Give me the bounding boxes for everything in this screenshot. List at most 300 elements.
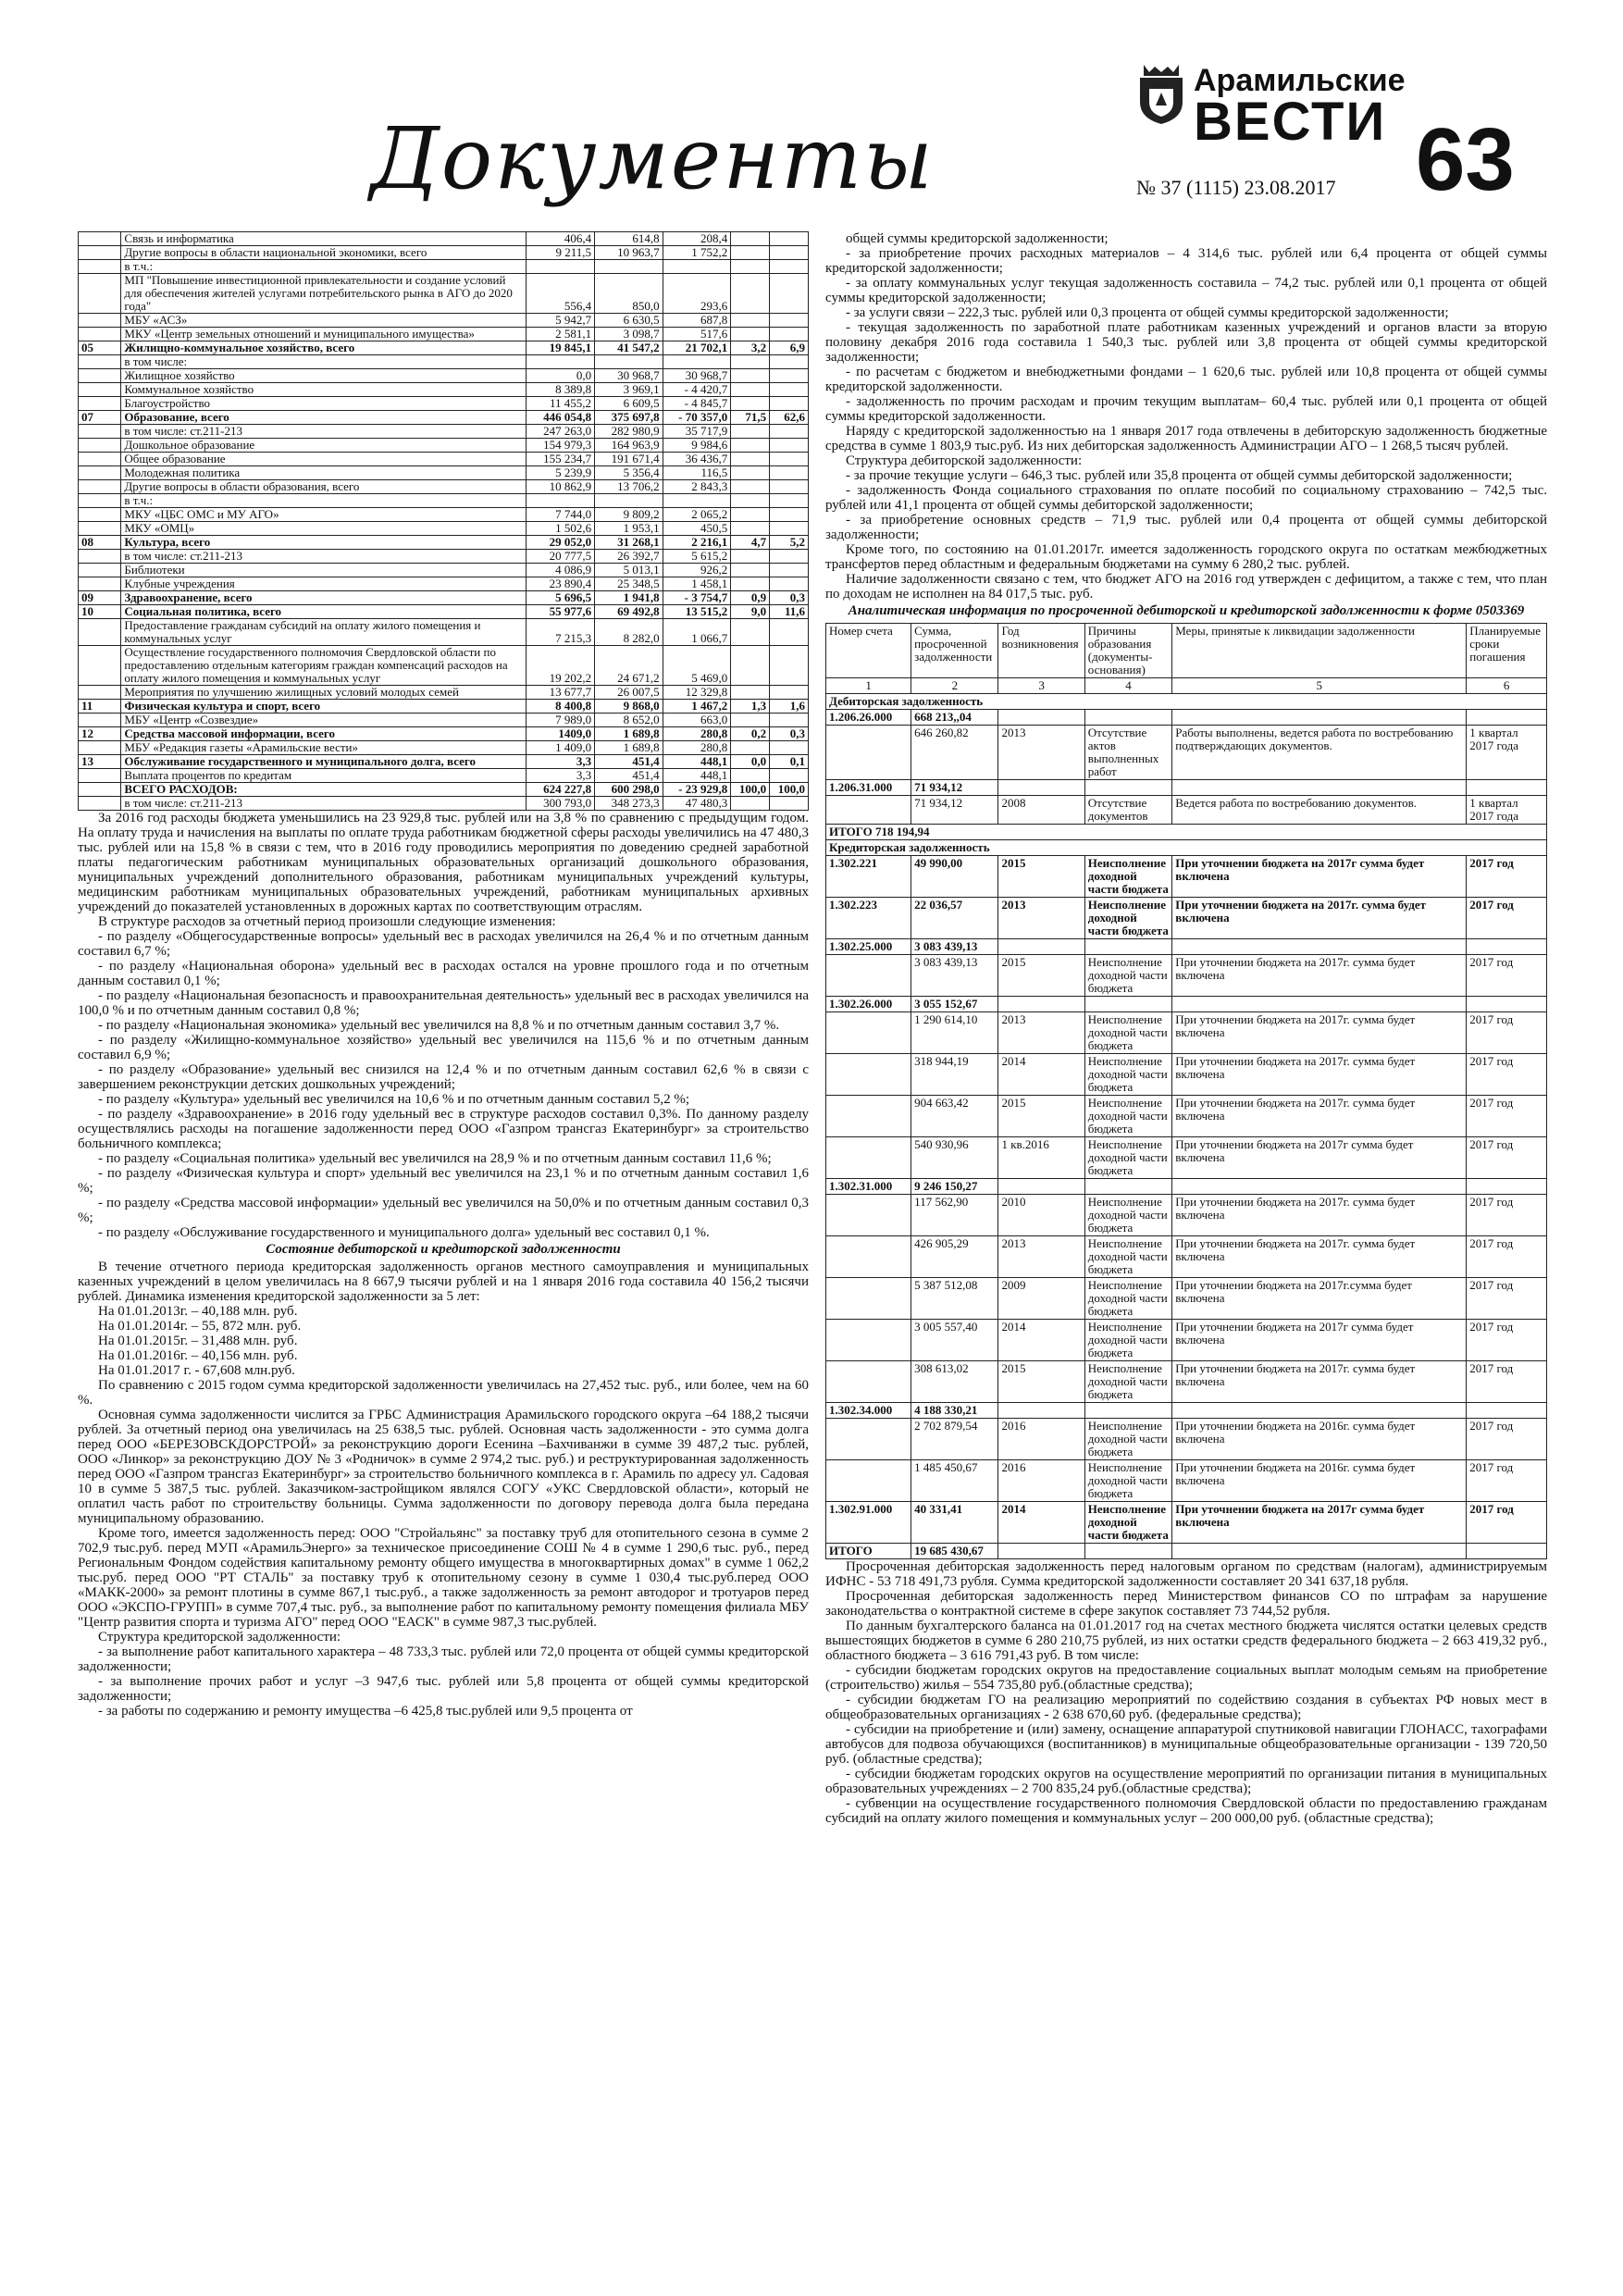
debt-year: 2013 <box>998 898 1084 939</box>
budget-share-2016 <box>770 369 809 383</box>
debt-measures <box>1172 710 1467 726</box>
budget-change <box>663 355 731 369</box>
debt-row <box>826 1320 1547 1361</box>
page-number: 63 <box>1416 110 1515 209</box>
debt-overdue-amount: 3 005 557,40 <box>911 1320 998 1361</box>
debt-row <box>826 726 1547 780</box>
budget-value-2016: 25 348,5 <box>595 577 663 591</box>
budget-share-2016 <box>770 741 809 755</box>
debt-dynamics-list <box>78 1304 809 1378</box>
debt-account-number <box>826 1012 911 1054</box>
right-column <box>825 231 1547 2267</box>
debt-year: 2015 <box>998 856 1084 898</box>
budget-share-2015 <box>731 686 770 700</box>
budget-change: 1 458,1 <box>663 577 731 591</box>
budget-row <box>79 453 809 466</box>
debt-overdue-amount: 904 663,42 <box>911 1096 998 1137</box>
debt-repayment-term: 1 квартал 2017 года <box>1467 726 1547 780</box>
budget-code <box>79 232 121 246</box>
paragraph: - задолженность по прочим расходам и прочим текущим выплатам– 60,4 тыс. рублей или 0,1 процента от общей суммы кредиторской задолженности. <box>825 394 1547 424</box>
budget-change: 21 702,1 <box>663 341 731 355</box>
debt-row <box>826 1502 1547 1544</box>
debt-row <box>826 694 1547 710</box>
budget-row <box>79 536 809 550</box>
budget-change: 293,6 <box>663 274 731 314</box>
paragraph: - по разделу «Жилищно-коммунальное хозяйство» удельный вес увеличился на 115,6 % и по отчетным данным составил 6,9 %; <box>78 1033 809 1062</box>
paragraph: - по разделу «Национальная безопасность и правоохранительная деятельность» удельный вес в расходах увеличился на 100,0 % и по отчетным данным составил 0,8 %; <box>78 988 809 1018</box>
budget-row <box>79 246 809 260</box>
debt-overdue-amount: 4 188 330,21 <box>911 1403 998 1419</box>
paragraph: - по разделу «Социальная политика» удельный вес увеличился на 28,9 % и по отчетным данным составил 11,6 %; <box>98 1151 772 1166</box>
budget-name: Дошкольное образование <box>121 439 527 453</box>
debt-repayment-term: 2017 год <box>1467 1502 1547 1544</box>
budget-row <box>79 232 809 246</box>
debt-repayment-term <box>1467 1179 1547 1195</box>
debt-row <box>826 1544 1547 1559</box>
budget-row <box>79 274 809 314</box>
budget-name: Мероприятия по улучшению жилищных условий молодых семей <box>121 686 527 700</box>
budget-value-2015: 155 234,7 <box>527 453 595 466</box>
budget-share-2015: 0,0 <box>731 755 770 769</box>
debt-header-cell: Сумма, просроченной задолженности <box>911 624 998 678</box>
budget-value-2016 <box>595 355 663 369</box>
debt-year <box>998 780 1084 796</box>
budget-row <box>79 577 809 591</box>
debt-overdue-amount: 71 934,12 <box>911 780 998 796</box>
debt-account-number: 1.206.26.000 <box>826 710 911 726</box>
debt-measures <box>1172 1544 1467 1559</box>
budget-share-2015 <box>731 425 770 439</box>
budget-share-2015 <box>731 274 770 314</box>
budget-code <box>79 550 121 564</box>
budget-name: в том числе: <box>121 355 527 369</box>
budget-name: Библиотеки <box>121 564 527 577</box>
debt-row <box>826 898 1547 939</box>
debt-table <box>825 623 1547 1559</box>
debt-account-number <box>826 1278 911 1320</box>
budget-change: 1 752,2 <box>663 246 731 260</box>
debt-measures: При уточнении бюджета на 2017г. сумма будет включена <box>1172 1054 1467 1096</box>
budget-share-2015 <box>731 769 770 783</box>
debt-reason: Неисполнение доходной части бюджета <box>1084 1361 1172 1403</box>
budget-change: 12 329,8 <box>663 686 731 700</box>
budget-code <box>79 328 121 341</box>
budget-value-2016: 191 671,4 <box>595 453 663 466</box>
debt-year <box>998 997 1084 1012</box>
budget-share-2016: 6,9 <box>770 341 809 355</box>
debt-reason: Неисполнение доходной части бюджета <box>1084 1054 1172 1096</box>
budget-value-2015: 5 696,5 <box>527 591 595 605</box>
paragraph: - по разделу «Национальная оборона» удельный вес в расходах остался на уровне прошлого года и по отчетным данным составил 0,1 %; <box>78 959 809 988</box>
debt-repayment-term: 2017 год <box>1467 1320 1547 1361</box>
budget-row <box>79 425 809 439</box>
budget-value-2015: 5 239,9 <box>527 466 595 480</box>
debt-row <box>826 1278 1547 1320</box>
debt-measures: При уточнении бюджета на 2017г. сумма будет включена <box>1172 898 1467 939</box>
budget-code <box>79 646 121 686</box>
budget-value-2015: 1 409,0 <box>527 741 595 755</box>
budget-share-2016 <box>770 577 809 591</box>
budget-name: в том числе: ст.211-213 <box>121 550 527 564</box>
budget-row <box>79 466 809 480</box>
budget-value-2016: 348 273,3 <box>595 797 663 811</box>
debt-measures: Ведется работа по востребованию документов. <box>1172 796 1467 825</box>
budget-share-2016 <box>770 383 809 397</box>
budget-name: МБУ «АСЗ» <box>121 314 527 328</box>
budget-share-2015 <box>731 232 770 246</box>
paragraph: - по разделу «Национальная экономика» удельный вес увеличился на 8,8 % и по отчетным данным составил 3,7 %. <box>98 1018 780 1033</box>
debt-overdue-amount: 9 246 150,27 <box>911 1179 998 1195</box>
paragraph: - по разделу «Культура» удельный вес увеличился на 10,6 % и по отчетным данным составил 5,2 %; <box>98 1092 690 1107</box>
budget-share-2015 <box>731 383 770 397</box>
debt-column-number: 1 <box>826 678 911 694</box>
budget-share-2015 <box>731 466 770 480</box>
budget-share-2016 <box>770 564 809 577</box>
budget-value-2016: 6 630,5 <box>595 314 663 328</box>
debt-reason <box>1084 1403 1172 1419</box>
budget-row <box>79 550 809 564</box>
analytic-table-title: Аналитическая информация по просроченной дебиторской и кредиторской задолженности к форме 0503369 <box>848 603 1525 618</box>
budget-value-2016: 451,4 <box>595 769 663 783</box>
budget-code <box>79 439 121 453</box>
debt-reason: Отсутствие документов <box>1084 796 1172 825</box>
budget-value-2016 <box>595 260 663 274</box>
budget-share-2015 <box>731 480 770 494</box>
debt-row <box>826 939 1547 955</box>
debt-year: 2015 <box>998 955 1084 997</box>
debt-overdue-amount: 2 702 879,54 <box>911 1419 998 1460</box>
debt-account-number: ИТОГО <box>826 1544 911 1559</box>
debt-row <box>826 856 1547 898</box>
budget-share-2016 <box>770 646 809 686</box>
budget-name: МБУ «Центр «Созвездие» <box>121 714 527 727</box>
budget-row <box>79 314 809 328</box>
debt-section-label: Дебиторская задолженность <box>826 694 1547 710</box>
debt-overdue-amount: 49 990,00 <box>911 856 998 898</box>
budget-share-2016 <box>770 274 809 314</box>
issue-line: № 37 (1115) 23.08.2017 <box>1136 176 1336 199</box>
debt-repayment-term: 2017 год <box>1467 1460 1547 1502</box>
budget-name: МП "Повышение инвестиционной привлекательности и создание условий для обеспечения жителей услугами потребительского рынка в АГО до 2020 года" <box>121 274 527 314</box>
debt-repayment-term: 2017 год <box>1467 1012 1547 1054</box>
budget-share-2016 <box>770 246 809 260</box>
budget-value-2015 <box>527 494 595 508</box>
debt-row <box>826 796 1547 825</box>
budget-row <box>79 397 809 411</box>
debt-reason: Неисполнение доходной части бюджета <box>1084 1096 1172 1137</box>
budget-value-2016: 614,8 <box>595 232 663 246</box>
left-paragraphs-continued <box>78 1378 809 1719</box>
debt-overdue-amount: 1 485 450,67 <box>911 1460 998 1502</box>
paragraph: - текущая задолженность по заработной плате работникам казенных учреждений и органов власти за вторую половину декабря 2016 года составила 1 540,3 тыс. рублей или 3,8 процента от общей суммы кредиторской задолженности; <box>825 320 1547 365</box>
debt-header-cell: Меры, принятые к ликвидации задолженности <box>1172 624 1467 678</box>
debt-row <box>826 1460 1547 1502</box>
budget-code <box>79 564 121 577</box>
budget-name: в т.ч.: <box>121 260 527 274</box>
budget-share-2015 <box>731 714 770 727</box>
debt-year: 2015 <box>998 1361 1084 1403</box>
budget-share-2016 <box>770 714 809 727</box>
budget-share-2016 <box>770 439 809 453</box>
budget-name: Общее образование <box>121 453 527 466</box>
budget-value-2016: 6 609,5 <box>595 397 663 411</box>
paragraph: Кроме того, имеется задолженность перед: ООО "Стройальянс" за поставку труб для отопительного сезона в сумме 2 702,9 тыс.руб. перед МУП «АрамильЭнерго» за техническое присоединение СОШ № 4 в сумме 1 290,6 тыс. руб., перед Региональным Фондом содействия капитальному ремонту общего имущества в многоквартирных домах" в сумме 1 062,2 тыс.руб. перед ООО "РТ СТАЛЬ" за поставку труб к отопительному сезону в сумме 1 030,4 тыс.руб.перед ООО «МАКК-2000» за ремонт плотины в сумме 867,1 тыс.руб., а также задолженность за ремонт автодорог и тротуаров перед ООО «ЭКСПО-ГРУПП» в сумме 707,4 тыс. руб., за выполнение работ по капитальному ремонту помещения филиала МБУ "Центр развития спорта и туризма АГО" перед ООО "ЕАСК" в сумме 987,3 тыс.рублей. <box>78 1526 809 1630</box>
paragraph: - за выполнение работ капитального характера – 48 733,3 тыс. рублей или 72,0 процента от общей суммы кредиторской задолженности; <box>78 1644 809 1674</box>
paragraph: Наряду с кредиторской задолженностью на 1 января 2017 года отвлечены в дебиторскую задолженность бюджетные средства в сумме 1 803,9 тыс.руб. Из них дебиторская задолженность Администрации АГО – 1 268,5 тысяч рублей. <box>825 424 1547 453</box>
budget-share-2016: 0,3 <box>770 591 809 605</box>
debt-row <box>826 1012 1547 1054</box>
paragraph: - по расчетам с бюджетом и внебюджетными фондами – 1 620,6 тыс. рублей или 10,8 процента от общей суммы кредиторской задолженности. <box>825 365 1547 394</box>
budget-value-2015: 9 211,5 <box>527 246 595 260</box>
debt-repayment-term <box>1467 1544 1547 1559</box>
budget-code <box>79 425 121 439</box>
budget-name: Выплата процентов по кредитам <box>121 769 527 783</box>
paragraph: - за оплату коммунальных услуг текущая задолженность составила – 74,2 тыс. рублей или 0,1 процента от общей суммы кредиторской задолженности; <box>825 276 1547 305</box>
budget-value-2016: 3 098,7 <box>595 328 663 341</box>
debt-account-number <box>826 1137 911 1179</box>
paragraph: - по разделу «Образование» удельный вес снизился на 12,4 % и по отчетным данным составил 62,6 % в связи с завершением реконструкции детских дошкольных учреждений; <box>78 1062 809 1092</box>
left-paragraphs <box>78 811 809 1240</box>
budget-code: 11 <box>79 700 121 714</box>
debt-row <box>826 1195 1547 1236</box>
paragraph: Просроченная дебиторская задолженность перед налоговым органом по средствам (налогам), администрируемым ИФНС - 53 718 491,73 рубля. Сумма кредиторской задолженности составляет 20 341 637,18 рубля. <box>825 1559 1547 1589</box>
budget-change: 208,4 <box>663 232 731 246</box>
debt-column-number: 3 <box>998 678 1084 694</box>
debt-measures <box>1172 997 1467 1012</box>
debt-measures: При уточнении бюджета на 2017г сумма будет включена <box>1172 856 1467 898</box>
budget-share-2015: 9,0 <box>731 605 770 619</box>
debt-overdue-amount: 1 290 614,10 <box>911 1012 998 1054</box>
budget-share-2016 <box>770 397 809 411</box>
budget-row <box>79 328 809 341</box>
budget-row <box>79 591 809 605</box>
debt-account-number <box>826 1419 911 1460</box>
budget-share-2016 <box>770 686 809 700</box>
logo-top-text: Арамильские <box>1194 63 1406 98</box>
budget-change: 5 469,0 <box>663 646 731 686</box>
budget-value-2015: 19 202,2 <box>527 646 595 686</box>
budget-change <box>663 494 731 508</box>
debt-measures: При уточнении бюджета на 2017г. сумма будет включена <box>1172 1096 1467 1137</box>
budget-share-2015: 0,9 <box>731 591 770 605</box>
budget-name: Образование, всего <box>121 411 527 425</box>
budget-code <box>79 508 121 522</box>
paragraph: - по разделу «Средства массовой информации» удельный вес увеличился на 50,0% и по отчетным данным составил 0,3 %; <box>78 1196 809 1225</box>
debt-row <box>826 1137 1547 1179</box>
debt-repayment-term <box>1467 780 1547 796</box>
budget-value-2015: 556,4 <box>527 274 595 314</box>
budget-change: - 70 357,0 <box>663 411 731 425</box>
budget-value-2015: 2 581,1 <box>527 328 595 341</box>
debt-reason <box>1084 939 1172 955</box>
budget-change: 116,5 <box>663 466 731 480</box>
budget-value-2015: 3,3 <box>527 755 595 769</box>
debt-measures: При уточнении бюджета на 2017г. сумма будет включена <box>1172 1195 1467 1236</box>
debt-year: 1 кв.2016 <box>998 1137 1084 1179</box>
debt-measures <box>1172 780 1467 796</box>
debt-column-number: 6 <box>1467 678 1547 694</box>
budget-name: Жилищное хозяйство <box>121 369 527 383</box>
right-paragraphs <box>825 231 1547 602</box>
debt-overdue-amount: 71 934,12 <box>911 796 998 825</box>
debt-reason: Неисполнение доходной части бюджета <box>1084 1502 1172 1544</box>
debt-repayment-term: 2017 год <box>1467 1419 1547 1460</box>
paragraph: Основная сумма задолженности числится за ГРБС Администрация Арамильского городского округа –64 188,2 тысячи рублей. За отчетный период она увеличилась на 25 638,5 тыс. рублей. Основная часть задолженности - это сумма долга перед ООО «БЕРЕЗОВСКДОРСТРОЙ» за реконструкцию дороги Есенина –Бахчиванжи в сумме 39 487,2 тыс. рублей, ООО «Линкор» за реконструкцию ДОУ № 3 «Родничок» в сумме 2 974,2 тыс. руб.) и реструктурированная задолженность перед ООО «Газпром трансгаз Екатеринбург» за строительство больничного комплекса в г. Арамиль по адресу ул. Садовая 10 в сумме 5 387,5 тыс. рублей. Заказчиком-застройщиком являлся СОГУ «УКС Свердловской области», который не оплатил часть работ по строительству больницы. Сумма задолженности по договору перевода долга была передана муниципальному образованию. <box>78 1408 809 1526</box>
budget-value-2015 <box>527 260 595 274</box>
dynamics-item: На 01.01.2017 г. - 67,608 млн.руб. <box>98 1363 295 1378</box>
debt-repayment-term <box>1467 710 1547 726</box>
debt-intro <box>78 1260 809 1304</box>
debt-year: 2009 <box>998 1278 1084 1320</box>
debt-repayment-term: 2017 год <box>1467 1054 1547 1096</box>
budget-share-2016 <box>770 466 809 480</box>
debt-account-number <box>826 1195 911 1236</box>
budget-value-2015: 446 054,8 <box>527 411 595 425</box>
debt-overdue-amount: 19 685 430,67 <box>911 1544 998 1559</box>
budget-change: 36 436,7 <box>663 453 731 466</box>
paragraph: В течение отчетного периода кредиторская задолженность органов местного самоуправления и муниципальных казенных учреждений в целом увеличилась на 8 667,9 тысячи рублей и на 1 января 2016 года составила 40 156,2 тысячи рублей. Динамика изменения кредиторской задолженности за 5 лет: <box>78 1260 809 1304</box>
budget-value-2016: 41 547,2 <box>595 341 663 355</box>
paragraph: - субсидии бюджетам ГО на реализацию мероприятий по содействию создания в субъектах РФ новых мест в общеобразовательных организациях - 2 638 670,60 руб. (федеральные средства); <box>825 1693 1547 1722</box>
paragraph: Просроченная дебиторская задолженность перед Министерством финансов СО по штрафам за нарушение законодательства о контрактной системе в сфере закупок составляет 73 744,52 рубля. <box>825 1589 1547 1619</box>
debt-reason: Неисполнение доходной части бюджета <box>1084 955 1172 997</box>
debt-account-number <box>826 726 911 780</box>
debt-reason: Неисполнение доходной части бюджета <box>1084 1236 1172 1278</box>
budget-change: - 23 929,8 <box>663 783 731 797</box>
debt-row <box>826 1236 1547 1278</box>
budget-code <box>79 686 121 700</box>
budget-change: 517,6 <box>663 328 731 341</box>
budget-name: Благоустройство <box>121 397 527 411</box>
debt-reason: Неисполнение доходной части бюджета <box>1084 1278 1172 1320</box>
debt-account-number <box>826 1054 911 1096</box>
budget-share-2016 <box>770 260 809 274</box>
debt-column-number: 2 <box>911 678 998 694</box>
budget-name: Другие вопросы в области национальной экономики, всего <box>121 246 527 260</box>
budget-share-2015 <box>731 246 770 260</box>
budget-value-2016: 26 392,7 <box>595 550 663 564</box>
budget-code <box>79 274 121 314</box>
debt-repayment-term: 2017 год <box>1467 1236 1547 1278</box>
debt-header-cell: Год возникновения <box>998 624 1084 678</box>
budget-code <box>79 260 121 274</box>
budget-row <box>79 714 809 727</box>
debt-measures <box>1172 1403 1467 1419</box>
budget-code <box>79 466 121 480</box>
paragraph: - субсидии бюджетам городских округов на предоставление социальных выплат молодым семьям на приобретение (строительство) жилья – 554 735,80 руб.(областные средства); <box>825 1663 1547 1693</box>
debt-reason: Неисполнение доходной части бюджета <box>1084 1137 1172 1179</box>
budget-share-2015 <box>731 397 770 411</box>
budget-code: 05 <box>79 341 121 355</box>
budget-code: 07 <box>79 411 121 425</box>
budget-value-2016: 5 013,1 <box>595 564 663 577</box>
debt-reason <box>1084 710 1172 726</box>
paragraph: общей суммы кредиторской задолженности; <box>846 231 1109 246</box>
budget-name: Связь и информатика <box>121 232 527 246</box>
debt-row <box>826 1403 1547 1419</box>
debt-reason <box>1084 780 1172 796</box>
budget-name: Молодежная политика <box>121 466 527 480</box>
budget-share-2016 <box>770 619 809 646</box>
budget-code: 13 <box>79 755 121 769</box>
debt-row <box>826 710 1547 726</box>
budget-value-2015: 11 455,2 <box>527 397 595 411</box>
budget-share-2015 <box>731 741 770 755</box>
budget-share-2016: 1,6 <box>770 700 809 714</box>
debt-account-number <box>826 1460 911 1502</box>
budget-row <box>79 355 809 369</box>
logo-main-text: ВЕСТИ <box>1194 92 1387 152</box>
paragraph: - по разделу «Обслуживание государственного и муниципального долга» удельный вес составил 0,1 %. <box>98 1225 710 1240</box>
debt-measures: При уточнении бюджета на 2017г. сумма будет включена <box>1172 1361 1467 1403</box>
budget-row <box>79 480 809 494</box>
debt-table-column-numbers <box>826 678 1547 694</box>
budget-share-2016 <box>770 355 809 369</box>
paragraph: - субсидии бюджетам городских округов на осуществление мероприятий по организации питания в муниципальных образовательных учреждениях – 2 700 835,24 руб.(областные средства); <box>825 1767 1547 1796</box>
debt-column-number: 5 <box>1172 678 1467 694</box>
budget-change: 9 984,6 <box>663 439 731 453</box>
debt-year: 2016 <box>998 1419 1084 1460</box>
budget-share-2015 <box>731 355 770 369</box>
budget-change: 2 216,1 <box>663 536 731 550</box>
budget-row <box>79 727 809 741</box>
budget-name: Коммунальное хозяйство <box>121 383 527 397</box>
budget-code <box>79 769 121 783</box>
debt-column-number: 4 <box>1084 678 1172 694</box>
dynamics-item: На 01.01.2016г. – 40,156 млн. руб. <box>98 1348 298 1363</box>
budget-row <box>79 494 809 508</box>
debt-reason: Неисполнение доходной части бюджета <box>1084 1460 1172 1502</box>
budget-value-2015: 13 677,7 <box>527 686 595 700</box>
debt-year <box>998 1544 1084 1559</box>
debt-row <box>826 1054 1547 1096</box>
debt-row <box>826 997 1547 1012</box>
budget-row <box>79 439 809 453</box>
dynamics-item: На 01.01.2014г. – 55, 872 млн. руб. <box>98 1319 302 1334</box>
budget-share-2015 <box>731 439 770 453</box>
debt-header-cell: Планируемые сроки погашения <box>1467 624 1547 678</box>
budget-change: 663,0 <box>663 714 731 727</box>
paragraph: - за выполнение прочих работ и услуг –3 947,6 тыс. рублей или 5,8 процента от общей суммы кредиторской задолженности; <box>78 1674 809 1704</box>
budget-row <box>79 369 809 383</box>
budget-code <box>79 369 121 383</box>
budget-share-2015: 71,5 <box>731 411 770 425</box>
budget-name: Обслуживание государственного и муниципального долга, всего <box>121 755 527 769</box>
budget-row <box>79 769 809 783</box>
budget-code <box>79 246 121 260</box>
debt-measures <box>1172 939 1467 955</box>
debt-overdue-amount: 3 083 439,13 <box>911 955 998 997</box>
budget-value-2015: 55 977,6 <box>527 605 595 619</box>
paragraph: Наличие задолженности связано с тем, что бюджет АГО на 2016 год утвержден с дефицитом, а также с тем, что план по доходам не исполнен на 84 017,5 тыс. руб. <box>825 572 1547 602</box>
budget-share-2016 <box>770 797 809 811</box>
debt-account-number: 1.302.25.000 <box>826 939 911 955</box>
budget-share-2015 <box>731 508 770 522</box>
budget-value-2016: 164 963,9 <box>595 439 663 453</box>
budget-value-2015: 5 942,7 <box>527 314 595 328</box>
budget-share-2016 <box>770 328 809 341</box>
budget-share-2015: 1,3 <box>731 700 770 714</box>
debt-reason: Неисполнение доходной части бюджета <box>1084 898 1172 939</box>
budget-share-2016: 11,6 <box>770 605 809 619</box>
budget-share-2015 <box>731 646 770 686</box>
debt-overdue-amount: 540 930,96 <box>911 1137 998 1179</box>
budget-row <box>79 741 809 755</box>
debt-account-number <box>826 1320 911 1361</box>
budget-row <box>79 686 809 700</box>
budget-code <box>79 453 121 466</box>
budget-name: в т.ч.: <box>121 494 527 508</box>
